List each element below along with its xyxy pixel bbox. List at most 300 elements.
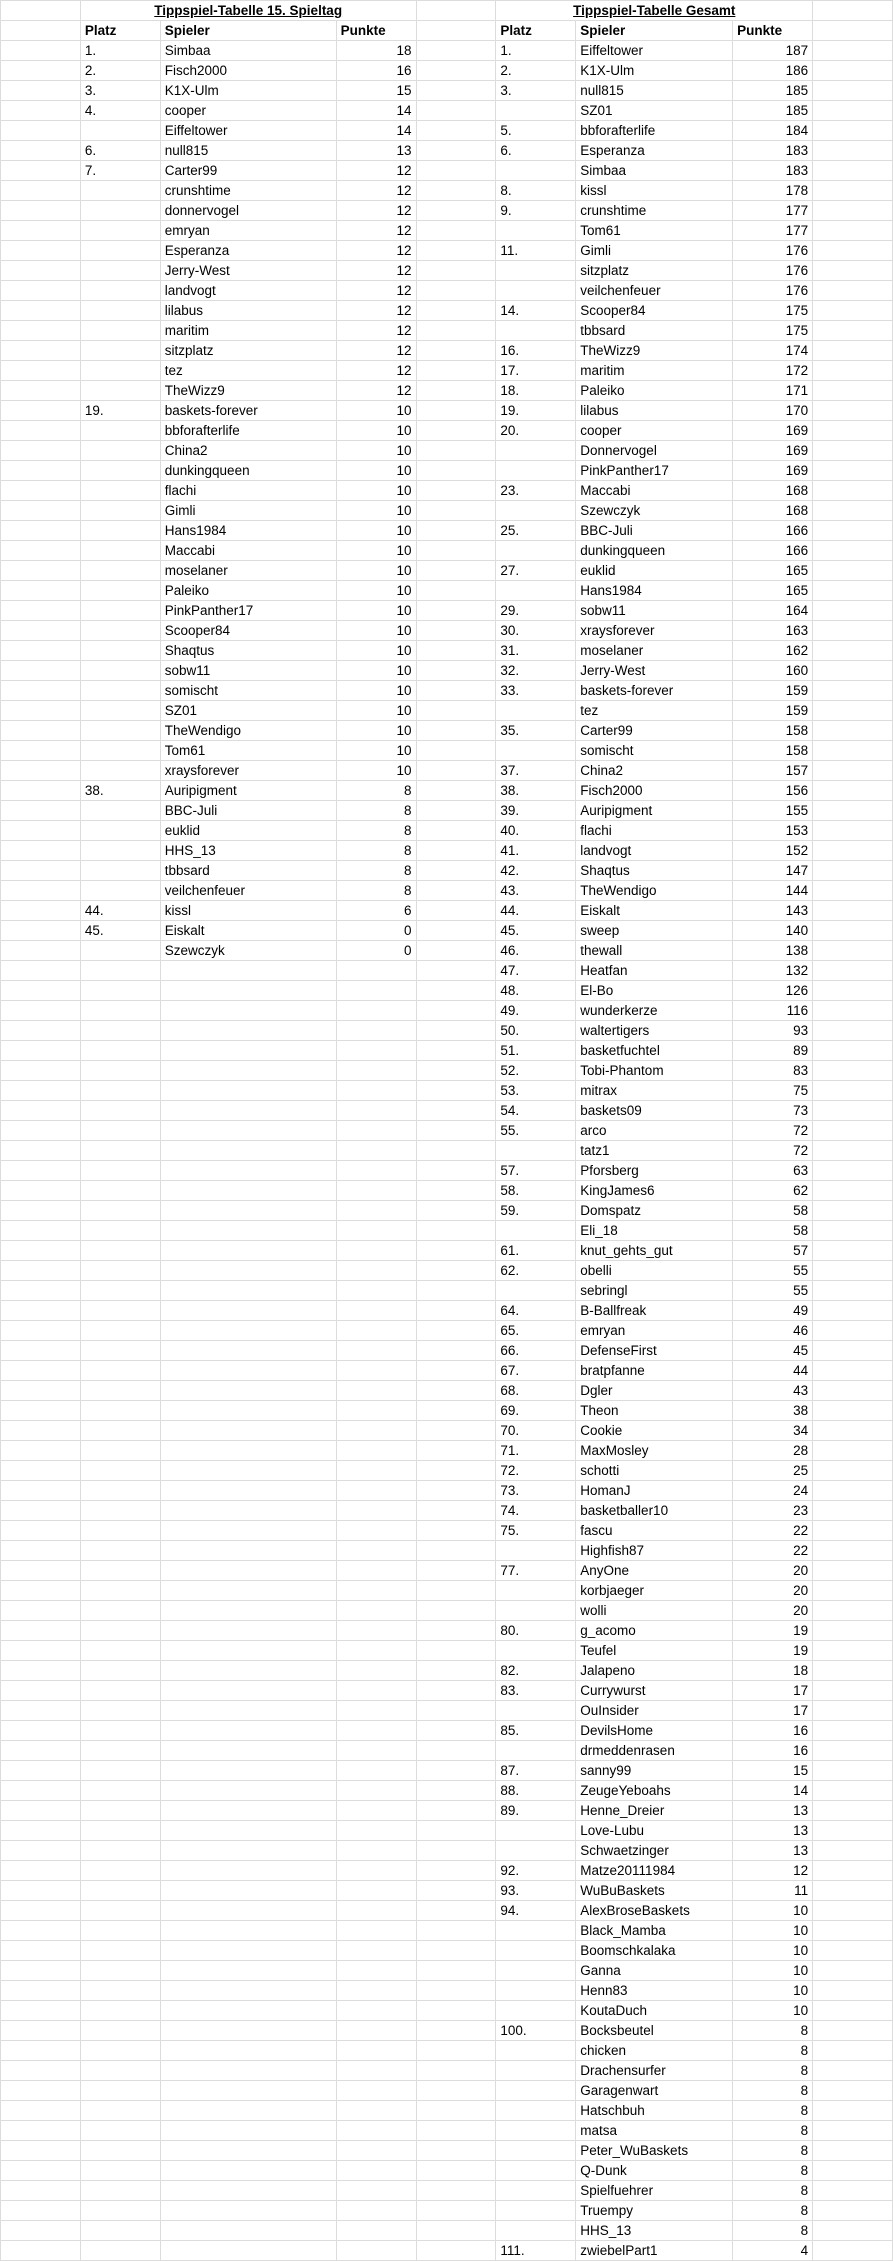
right-punkte-cell[interactable]: 183 [733, 161, 813, 181]
right-punkte-cell[interactable]: 176 [733, 261, 813, 281]
cell[interactable] [416, 221, 496, 241]
right-punkte-cell[interactable]: 186 [733, 61, 813, 81]
left-spieler-cell[interactable] [160, 1081, 336, 1101]
cell[interactable] [1, 801, 81, 821]
cell[interactable] [813, 1801, 893, 1821]
right-platz-cell[interactable] [496, 161, 576, 181]
right-spieler-cell[interactable]: Schwaetzinger [576, 1841, 733, 1861]
right-spieler-cell[interactable]: Shaqtus [576, 861, 733, 881]
left-platz-cell[interactable]: 45. [80, 921, 160, 941]
left-punkte-cell[interactable]: 12 [336, 281, 416, 301]
right-punkte-cell[interactable]: 10 [733, 1941, 813, 1961]
right-spieler-cell[interactable]: PinkPanther17 [576, 461, 733, 481]
left-spieler-cell[interactable]: veilchenfeuer [160, 881, 336, 901]
cell[interactable] [813, 381, 893, 401]
cell[interactable] [813, 701, 893, 721]
left-punkte-cell[interactable] [336, 1141, 416, 1161]
right-platz-cell[interactable] [496, 1141, 576, 1161]
left-platz-cell[interactable]: 6. [80, 141, 160, 161]
left-platz-cell[interactable] [80, 301, 160, 321]
left-platz-cell[interactable] [80, 181, 160, 201]
left-punkte-cell[interactable]: 10 [336, 601, 416, 621]
cell[interactable] [1, 321, 81, 341]
left-platz-cell[interactable] [80, 1761, 160, 1781]
cell[interactable] [1, 41, 81, 61]
left-platz-cell[interactable] [80, 881, 160, 901]
right-spieler-cell[interactable]: schotti [576, 1461, 733, 1481]
cell[interactable] [1, 981, 81, 1001]
cell[interactable] [813, 2221, 893, 2241]
right-platz-cell[interactable] [496, 1961, 576, 1981]
cell[interactable] [1, 721, 81, 741]
right-punkte-cell[interactable]: 168 [733, 481, 813, 501]
left-punkte-cell[interactable]: 12 [336, 161, 416, 181]
left-punkte-cell[interactable] [336, 1421, 416, 1441]
cell[interactable] [1, 1441, 81, 1461]
left-punkte-cell[interactable]: 10 [336, 581, 416, 601]
left-punkte-cell[interactable] [336, 2001, 416, 2021]
left-platz-cell[interactable] [80, 2001, 160, 2021]
left-punkte-cell[interactable]: 10 [336, 621, 416, 641]
right-spieler-cell[interactable]: Heatfan [576, 961, 733, 981]
left-platz-cell[interactable] [80, 601, 160, 621]
cell[interactable] [1, 2041, 81, 2061]
left-spieler-cell[interactable] [160, 1601, 336, 1621]
cell[interactable] [1, 2081, 81, 2101]
right-platz-cell[interactable] [496, 2141, 576, 2161]
cell[interactable] [416, 301, 496, 321]
cell[interactable] [416, 2061, 496, 2081]
cell[interactable] [416, 1481, 496, 1501]
cell[interactable] [1, 181, 81, 201]
left-spieler-cell[interactable] [160, 1901, 336, 1921]
cell[interactable] [813, 81, 893, 101]
cell[interactable] [813, 1541, 893, 1561]
right-punkte-cell[interactable]: 160 [733, 661, 813, 681]
left-platz-cell[interactable] [80, 261, 160, 281]
left-spieler-cell[interactable]: Eiskalt [160, 921, 336, 941]
left-spieler-cell[interactable] [160, 1701, 336, 1721]
cell[interactable] [813, 681, 893, 701]
left-punkte-cell[interactable] [336, 1701, 416, 1721]
cell[interactable] [813, 1521, 893, 1541]
right-spieler-cell[interactable]: euklid [576, 561, 733, 581]
cell[interactable] [1, 241, 81, 261]
right-spieler-cell[interactable]: ZeugeYeboahs [576, 1781, 733, 1801]
left-platz-cell[interactable] [80, 1341, 160, 1361]
cell[interactable] [1, 1561, 81, 1581]
right-platz-cell[interactable]: 52. [496, 1061, 576, 1081]
left-punkte-cell[interactable]: 8 [336, 881, 416, 901]
right-platz-cell[interactable]: 44. [496, 901, 576, 921]
right-punkte-cell[interactable]: 158 [733, 741, 813, 761]
cell[interactable] [1, 881, 81, 901]
cell[interactable] [416, 1861, 496, 1881]
left-platz-cell[interactable] [80, 2201, 160, 2221]
right-spieler-cell[interactable]: DevilsHome [576, 1721, 733, 1741]
left-platz-cell[interactable] [80, 2081, 160, 2101]
left-spieler-cell[interactable] [160, 1961, 336, 1981]
cell[interactable] [416, 241, 496, 261]
cell[interactable] [1, 1341, 81, 1361]
right-table-title[interactable]: Tippspiel-Tabelle Gesamt [496, 1, 813, 21]
right-punkte-header[interactable]: Punkte [733, 21, 813, 41]
right-spieler-cell[interactable]: Szewczyk [576, 501, 733, 521]
right-spieler-cell[interactable]: veilchenfeuer [576, 281, 733, 301]
left-platz-cell[interactable] [80, 1741, 160, 1761]
left-spieler-cell[interactable] [160, 1401, 336, 1421]
right-spieler-cell[interactable]: Gimli [576, 241, 733, 261]
cell[interactable] [416, 1021, 496, 1041]
left-platz-cell[interactable] [80, 1221, 160, 1241]
cell[interactable] [813, 2201, 893, 2221]
left-punkte-cell[interactable] [336, 1681, 416, 1701]
right-punkte-cell[interactable]: 8 [733, 2061, 813, 2081]
cell[interactable] [416, 881, 496, 901]
left-punkte-cell[interactable] [336, 1361, 416, 1381]
left-spieler-cell[interactable]: euklid [160, 821, 336, 841]
cell[interactable] [1, 461, 81, 481]
right-punkte-cell[interactable]: 166 [733, 521, 813, 541]
right-platz-cell[interactable] [496, 2101, 576, 2121]
cell[interactable] [416, 41, 496, 61]
left-spieler-cell[interactable]: K1X-Ulm [160, 81, 336, 101]
right-punkte-cell[interactable]: 14 [733, 1781, 813, 1801]
right-platz-cell[interactable] [496, 461, 576, 481]
right-punkte-cell[interactable]: 159 [733, 701, 813, 721]
left-platz-cell[interactable] [80, 2041, 160, 2061]
cell[interactable] [416, 2181, 496, 2201]
left-punkte-cell[interactable] [336, 1121, 416, 1141]
right-spieler-cell[interactable]: baskets09 [576, 1101, 733, 1121]
right-punkte-cell[interactable]: 170 [733, 401, 813, 421]
cell[interactable] [813, 661, 893, 681]
right-platz-cell[interactable]: 43. [496, 881, 576, 901]
cell[interactable] [1, 2181, 81, 2201]
cell[interactable] [1, 1541, 81, 1561]
cell[interactable] [416, 2221, 496, 2241]
cell[interactable] [813, 841, 893, 861]
cell[interactable] [1, 1121, 81, 1141]
left-spieler-cell[interactable] [160, 1421, 336, 1441]
left-platz-cell[interactable] [80, 1881, 160, 1901]
right-platz-cell[interactable]: 75. [496, 1521, 576, 1541]
left-punkte-cell[interactable]: 18 [336, 41, 416, 61]
right-spieler-cell[interactable]: knut_gehts_gut [576, 1241, 733, 1261]
left-spieler-cell[interactable]: baskets-forever [160, 401, 336, 421]
left-spieler-cell[interactable]: cooper [160, 101, 336, 121]
right-platz-cell[interactable] [496, 441, 576, 461]
left-platz-cell[interactable] [80, 2141, 160, 2161]
cell[interactable] [416, 761, 496, 781]
cell[interactable] [813, 1641, 893, 1661]
cell[interactable] [416, 1601, 496, 1621]
right-spieler-cell[interactable]: Highfish87 [576, 1541, 733, 1561]
left-punkte-cell[interactable] [336, 1201, 416, 1221]
right-platz-cell[interactable] [496, 1741, 576, 1761]
cell[interactable] [813, 1661, 893, 1681]
cell[interactable] [416, 1581, 496, 1601]
right-spieler-cell[interactable]: chicken [576, 2041, 733, 2061]
right-platz-cell[interactable] [496, 1701, 576, 1721]
cell[interactable] [813, 1601, 893, 1621]
right-spieler-cell[interactable]: arco [576, 1121, 733, 1141]
cell[interactable] [1, 2001, 81, 2021]
right-spieler-cell[interactable]: Fisch2000 [576, 781, 733, 801]
cell[interactable] [416, 2001, 496, 2021]
cell[interactable] [1, 1841, 81, 1861]
left-punkte-cell[interactable] [336, 2221, 416, 2241]
right-punkte-cell[interactable]: 13 [733, 1841, 813, 1861]
left-spieler-cell[interactable] [160, 1441, 336, 1461]
left-spieler-cell[interactable]: Maccabi [160, 541, 336, 561]
left-platz-cell[interactable] [80, 1041, 160, 1061]
right-punkte-cell[interactable]: 58 [733, 1221, 813, 1241]
cell[interactable] [1, 1421, 81, 1441]
cell[interactable] [416, 901, 496, 921]
cell[interactable] [813, 721, 893, 741]
cell[interactable] [813, 1901, 893, 1921]
left-punkte-cell[interactable] [336, 1821, 416, 1841]
cell[interactable] [1, 841, 81, 861]
right-platz-cell[interactable] [496, 2181, 576, 2201]
left-punkte-cell[interactable]: 10 [336, 541, 416, 561]
cell[interactable] [813, 441, 893, 461]
left-punkte-cell[interactable] [336, 2141, 416, 2161]
cell[interactable] [416, 201, 496, 221]
cell[interactable] [1, 1521, 81, 1541]
cell[interactable] [416, 261, 496, 281]
right-spieler-cell[interactable]: Henn83 [576, 1981, 733, 2001]
cell[interactable] [1, 501, 81, 521]
cell[interactable] [1, 81, 81, 101]
right-platz-cell[interactable]: 18. [496, 381, 576, 401]
cell[interactable] [1, 521, 81, 541]
cell[interactable] [416, 1881, 496, 1901]
right-spieler-cell[interactable]: crunshtime [576, 201, 733, 221]
right-punkte-cell[interactable]: 11 [733, 1881, 813, 1901]
right-platz-cell[interactable] [496, 1941, 576, 1961]
right-platz-cell[interactable] [496, 2161, 576, 2181]
right-punkte-cell[interactable]: 116 [733, 1001, 813, 1021]
left-punkte-cell[interactable]: 12 [336, 181, 416, 201]
right-spieler-cell[interactable]: mitrax [576, 1081, 733, 1101]
cell[interactable] [1, 281, 81, 301]
cell[interactable] [416, 841, 496, 861]
right-platz-cell[interactable]: 47. [496, 961, 576, 981]
left-punkte-cell[interactable] [336, 2181, 416, 2201]
cell[interactable] [1, 1741, 81, 1761]
cell[interactable] [416, 2241, 496, 2261]
left-punkte-cell[interactable] [336, 1861, 416, 1881]
left-platz-cell[interactable] [80, 621, 160, 641]
cell[interactable] [416, 981, 496, 1001]
left-platz-cell[interactable] [80, 1361, 160, 1381]
cell[interactable] [416, 1541, 496, 1561]
right-punkte-cell[interactable]: 13 [733, 1801, 813, 1821]
left-spieler-cell[interactable] [160, 1741, 336, 1761]
right-platz-cell[interactable]: 59. [496, 1201, 576, 1221]
left-punkte-cell[interactable] [336, 1461, 416, 1481]
left-platz-cell[interactable] [80, 361, 160, 381]
cell[interactable] [1, 1381, 81, 1401]
left-platz-cell[interactable] [80, 1381, 160, 1401]
cell[interactable] [416, 441, 496, 461]
cell[interactable] [813, 1081, 893, 1101]
right-punkte-cell[interactable]: 185 [733, 101, 813, 121]
cell[interactable] [416, 401, 496, 421]
right-spieler-cell[interactable]: cooper [576, 421, 733, 441]
right-punkte-cell[interactable]: 164 [733, 601, 813, 621]
right-spieler-cell[interactable]: xraysforever [576, 621, 733, 641]
left-punkte-cell[interactable] [336, 2161, 416, 2181]
left-spieler-cell[interactable] [160, 1221, 336, 1241]
cell[interactable] [813, 901, 893, 921]
cell[interactable] [813, 1621, 893, 1641]
left-spieler-cell[interactable] [160, 2141, 336, 2161]
left-spieler-cell[interactable] [160, 2121, 336, 2141]
left-table-title[interactable]: Tippspiel-Tabelle 15. Spieltag [80, 1, 416, 21]
cell[interactable] [416, 461, 496, 481]
right-spieler-cell[interactable]: lilabus [576, 401, 733, 421]
left-punkte-cell[interactable] [336, 1061, 416, 1081]
right-spieler-cell[interactable]: sanny99 [576, 1761, 733, 1781]
right-spieler-cell[interactable]: null815 [576, 81, 733, 101]
cell[interactable] [416, 561, 496, 581]
right-platz-cell[interactable] [496, 701, 576, 721]
left-spieler-cell[interactable]: bbforafterlife [160, 421, 336, 441]
right-spieler-cell[interactable]: AlexBroseBaskets [576, 1901, 733, 1921]
right-punkte-cell[interactable]: 165 [733, 561, 813, 581]
cell[interactable] [813, 241, 893, 261]
left-spieler-cell[interactable]: China2 [160, 441, 336, 461]
left-spieler-cell[interactable] [160, 1121, 336, 1141]
right-platz-cell[interactable]: 77. [496, 1561, 576, 1581]
left-platz-cell[interactable] [80, 2181, 160, 2201]
right-platz-cell[interactable]: 31. [496, 641, 576, 661]
cell[interactable] [813, 1181, 893, 1201]
right-punkte-cell[interactable]: 38 [733, 1401, 813, 1421]
left-punkte-cell[interactable] [336, 1961, 416, 1981]
left-punkte-cell[interactable]: 12 [336, 321, 416, 341]
left-punkte-cell[interactable] [336, 1741, 416, 1761]
right-punkte-cell[interactable]: 19 [733, 1641, 813, 1661]
right-spieler-cell[interactable]: Bocksbeutel [576, 2021, 733, 2041]
right-spieler-cell[interactable]: drmeddenrasen [576, 1741, 733, 1761]
right-punkte-cell[interactable]: 8 [733, 2121, 813, 2141]
right-spieler-cell[interactable]: Jerry-West [576, 661, 733, 681]
cell[interactable] [813, 2101, 893, 2121]
right-spieler-cell[interactable]: Hatschbuh [576, 2101, 733, 2121]
cell[interactable] [416, 2021, 496, 2041]
left-platz-cell[interactable] [80, 1841, 160, 1861]
left-spieler-cell[interactable] [160, 1941, 336, 1961]
left-punkte-cell[interactable]: 10 [336, 441, 416, 461]
cell[interactable] [813, 2161, 893, 2181]
cell[interactable] [416, 1641, 496, 1661]
cell[interactable] [416, 1401, 496, 1421]
cell[interactable] [416, 1721, 496, 1741]
cell[interactable] [1, 441, 81, 461]
cell[interactable] [1, 1901, 81, 1921]
left-punkte-cell[interactable] [336, 1381, 416, 1401]
cell[interactable] [1, 1801, 81, 1821]
left-platz-cell[interactable] [80, 2241, 160, 2261]
right-punkte-cell[interactable]: 169 [733, 421, 813, 441]
cell[interactable] [1, 1081, 81, 1101]
left-punkte-cell[interactable] [336, 1501, 416, 1521]
right-spieler-cell[interactable]: AnyOne [576, 1561, 733, 1581]
left-punkte-cell[interactable] [336, 2101, 416, 2121]
right-spieler-cell[interactable]: wolli [576, 1601, 733, 1621]
left-spieler-cell[interactable]: crunshtime [160, 181, 336, 201]
cell[interactable] [1, 2101, 81, 2121]
right-platz-cell[interactable] [496, 741, 576, 761]
left-punkte-cell[interactable] [336, 1661, 416, 1681]
right-platz-cell[interactable]: 6. [496, 141, 576, 161]
left-platz-cell[interactable] [80, 441, 160, 461]
cell[interactable] [813, 1101, 893, 1121]
right-spieler-cell[interactable]: baskets-forever [576, 681, 733, 701]
right-punkte-cell[interactable]: 20 [733, 1601, 813, 1621]
cell[interactable] [813, 621, 893, 641]
left-platz-cell[interactable] [80, 2161, 160, 2181]
cell[interactable] [813, 601, 893, 621]
left-spieler-cell[interactable] [160, 1241, 336, 1261]
cell[interactable] [416, 1281, 496, 1301]
cell[interactable] [1, 221, 81, 241]
right-punkte-cell[interactable]: 8 [733, 2041, 813, 2061]
right-spieler-cell[interactable]: thewall [576, 941, 733, 961]
right-punkte-cell[interactable]: 159 [733, 681, 813, 701]
right-platz-cell[interactable]: 16. [496, 341, 576, 361]
left-punkte-cell[interactable]: 12 [336, 301, 416, 321]
left-punkte-cell[interactable] [336, 961, 416, 981]
cell[interactable] [1, 601, 81, 621]
left-spieler-cell[interactable]: xraysforever [160, 761, 336, 781]
cell[interactable] [416, 481, 496, 501]
left-spieler-cell[interactable] [160, 1361, 336, 1381]
left-platz-cell[interactable] [80, 1161, 160, 1181]
cell[interactable] [416, 961, 496, 981]
left-spieler-cell[interactable] [160, 981, 336, 1001]
cell[interactable] [1, 1621, 81, 1641]
right-platz-cell[interactable]: 27. [496, 561, 576, 581]
left-spieler-cell[interactable] [160, 1281, 336, 1301]
cell[interactable] [813, 1261, 893, 1281]
right-punkte-cell[interactable]: 184 [733, 121, 813, 141]
cell[interactable] [1, 1101, 81, 1121]
left-spieler-cell[interactable]: TheWendigo [160, 721, 336, 741]
left-spieler-cell[interactable]: kissl [160, 901, 336, 921]
cell[interactable] [1, 1281, 81, 1301]
left-spieler-cell[interactable] [160, 1561, 336, 1581]
right-punkte-cell[interactable]: 49 [733, 1301, 813, 1321]
left-spieler-cell[interactable] [160, 1921, 336, 1941]
cell[interactable] [1, 741, 81, 761]
left-platz-cell[interactable]: 1. [80, 41, 160, 61]
left-punkte-cell[interactable]: 10 [336, 701, 416, 721]
left-platz-cell[interactable] [80, 1141, 160, 1161]
left-platz-cell[interactable] [80, 661, 160, 681]
left-punkte-cell[interactable] [336, 1601, 416, 1621]
cell[interactable] [813, 1581, 893, 1601]
right-spieler-cell[interactable]: Auripigment [576, 801, 733, 821]
right-punkte-cell[interactable]: 72 [733, 1121, 813, 1141]
cell[interactable] [416, 161, 496, 181]
cell[interactable] [416, 1701, 496, 1721]
left-platz-cell[interactable] [80, 581, 160, 601]
